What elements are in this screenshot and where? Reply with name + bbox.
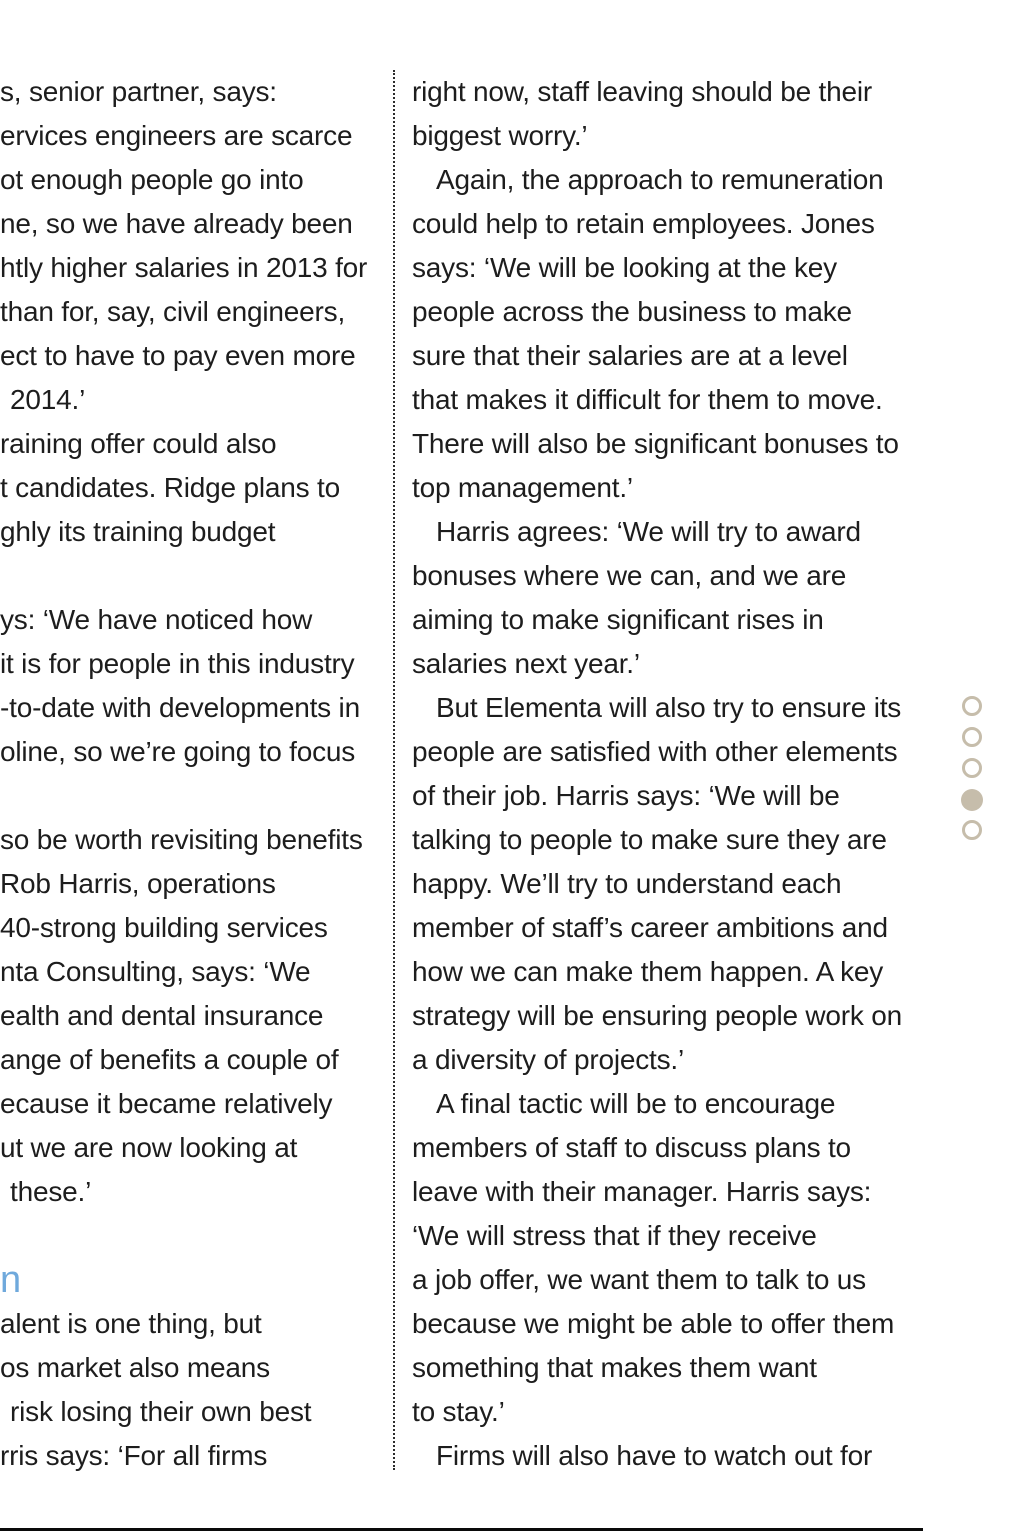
text-line: ‘We will stress that if they receive: [412, 1220, 817, 1251]
text-line: member of staff’s career ambitions and: [412, 912, 888, 943]
text-line: rris says: ‘For all firms: [0, 1440, 268, 1471]
section-heading: n: [0, 1259, 21, 1301]
bottom-rule: [0, 1528, 923, 1531]
text-line: os market also means: [0, 1352, 270, 1383]
text-line: top management.’: [412, 472, 633, 503]
text-line: says: ‘We will be looking at the key: [412, 252, 837, 283]
text-line: strategy will be ensuring people work on: [412, 1000, 903, 1031]
text-line: -to-date with developments in: [0, 692, 360, 723]
text-line: risk losing their own best: [10, 1396, 312, 1427]
text-line: aiming to make significant rises in: [412, 604, 824, 635]
text-line: a job offer, we want them to talk to us: [412, 1264, 866, 1295]
text-line: members of staff to discuss plans to: [412, 1132, 851, 1163]
text-line: ervices engineers are scarce: [0, 120, 353, 151]
text-line: But Elementa will also try to ensure its: [436, 692, 902, 723]
text-line: people are satisfied with other elements: [412, 736, 898, 767]
text-line: oline, so we’re going to focus: [0, 736, 356, 767]
text-line: ys: ‘We have noticed how: [0, 604, 313, 635]
text-line: because we might be able to offer them: [412, 1308, 895, 1339]
text-line: Harris agrees: ‘We will try to award: [436, 516, 861, 547]
left-column: [0, 70, 392, 1478]
text-line: Again, the approach to remuneration: [436, 164, 884, 195]
page-dot[interactable]: [962, 696, 982, 716]
text-line: people across the business to make: [412, 296, 852, 327]
right-column: [412, 70, 932, 1478]
text-line: [0, 1214, 392, 1258]
text-line: something that makes them want: [412, 1352, 817, 1383]
text-line: of their job. Harris says: ‘We will be: [412, 780, 840, 811]
text-line: [0, 774, 392, 818]
page-dot-active[interactable]: [961, 789, 983, 811]
text-line: that makes it difficult for them to move.: [412, 384, 883, 415]
text-line: could help to retain employees. Jones: [412, 208, 875, 239]
text-line: 2014.’: [10, 384, 86, 415]
text-line: than for, say, civil engineers,: [0, 296, 346, 327]
text-line: s, senior partner, says:: [0, 76, 277, 107]
text-line: to stay.’: [412, 1396, 505, 1427]
text-line: happy. We’ll try to understand each: [412, 868, 842, 899]
text-line: t candidates. Ridge plans to: [0, 472, 340, 503]
text-line: a diversity of projects.’: [412, 1044, 684, 1075]
text-line: alent is one thing, but: [0, 1308, 262, 1339]
text-line: it is for people in this industry: [0, 648, 355, 679]
text-line: [0, 554, 392, 598]
text-line: ange of benefits a couple of: [0, 1044, 339, 1075]
text-line: right now, staff leaving should be their: [412, 76, 873, 107]
text-line: so be worth revisiting benefits: [0, 824, 363, 855]
text-line: biggest worry.’: [412, 120, 588, 151]
text-line: ot enough people go into: [0, 164, 304, 195]
text-line: Rob Harris, operations: [0, 868, 276, 899]
text-line: A final tactic will be to encourage: [436, 1088, 836, 1119]
text-line: nta Consulting, says: ‘We: [0, 956, 311, 987]
column-divider: [393, 70, 395, 1470]
text-line: Firms will also have to watch out for: [436, 1440, 873, 1471]
text-line: sure that their salaries are at a level: [412, 340, 848, 371]
text-line: ecause it became relatively: [0, 1088, 333, 1119]
text-line: these.’: [10, 1176, 92, 1207]
page-dot[interactable]: [962, 758, 982, 778]
page-indicator: [960, 696, 984, 851]
text-line: ealth and dental insurance: [0, 1000, 324, 1031]
page-dot[interactable]: [962, 820, 982, 840]
text-line: how we can make them happen. A key: [412, 956, 884, 987]
text-line: ect to have to pay even more: [0, 340, 356, 371]
page-dot[interactable]: [962, 727, 982, 747]
text-line: htly higher salaries in 2013 for: [0, 252, 368, 283]
text-line: bonuses where we can, and we are: [412, 560, 847, 591]
text-line: ut we are now looking at: [0, 1132, 298, 1163]
text-line: raining offer could also: [0, 428, 277, 459]
text-line: There will also be significant bonuses to: [412, 428, 899, 459]
text-line: salaries next year.’: [412, 648, 640, 679]
text-line: ghly its training budget: [0, 516, 276, 547]
text-line: ne, so we have already been: [0, 208, 353, 239]
text-line: talking to people to make sure they are: [412, 824, 887, 855]
text-line: leave with their manager. Harris says:: [412, 1176, 872, 1207]
text-line: 40-strong building services: [0, 912, 328, 943]
